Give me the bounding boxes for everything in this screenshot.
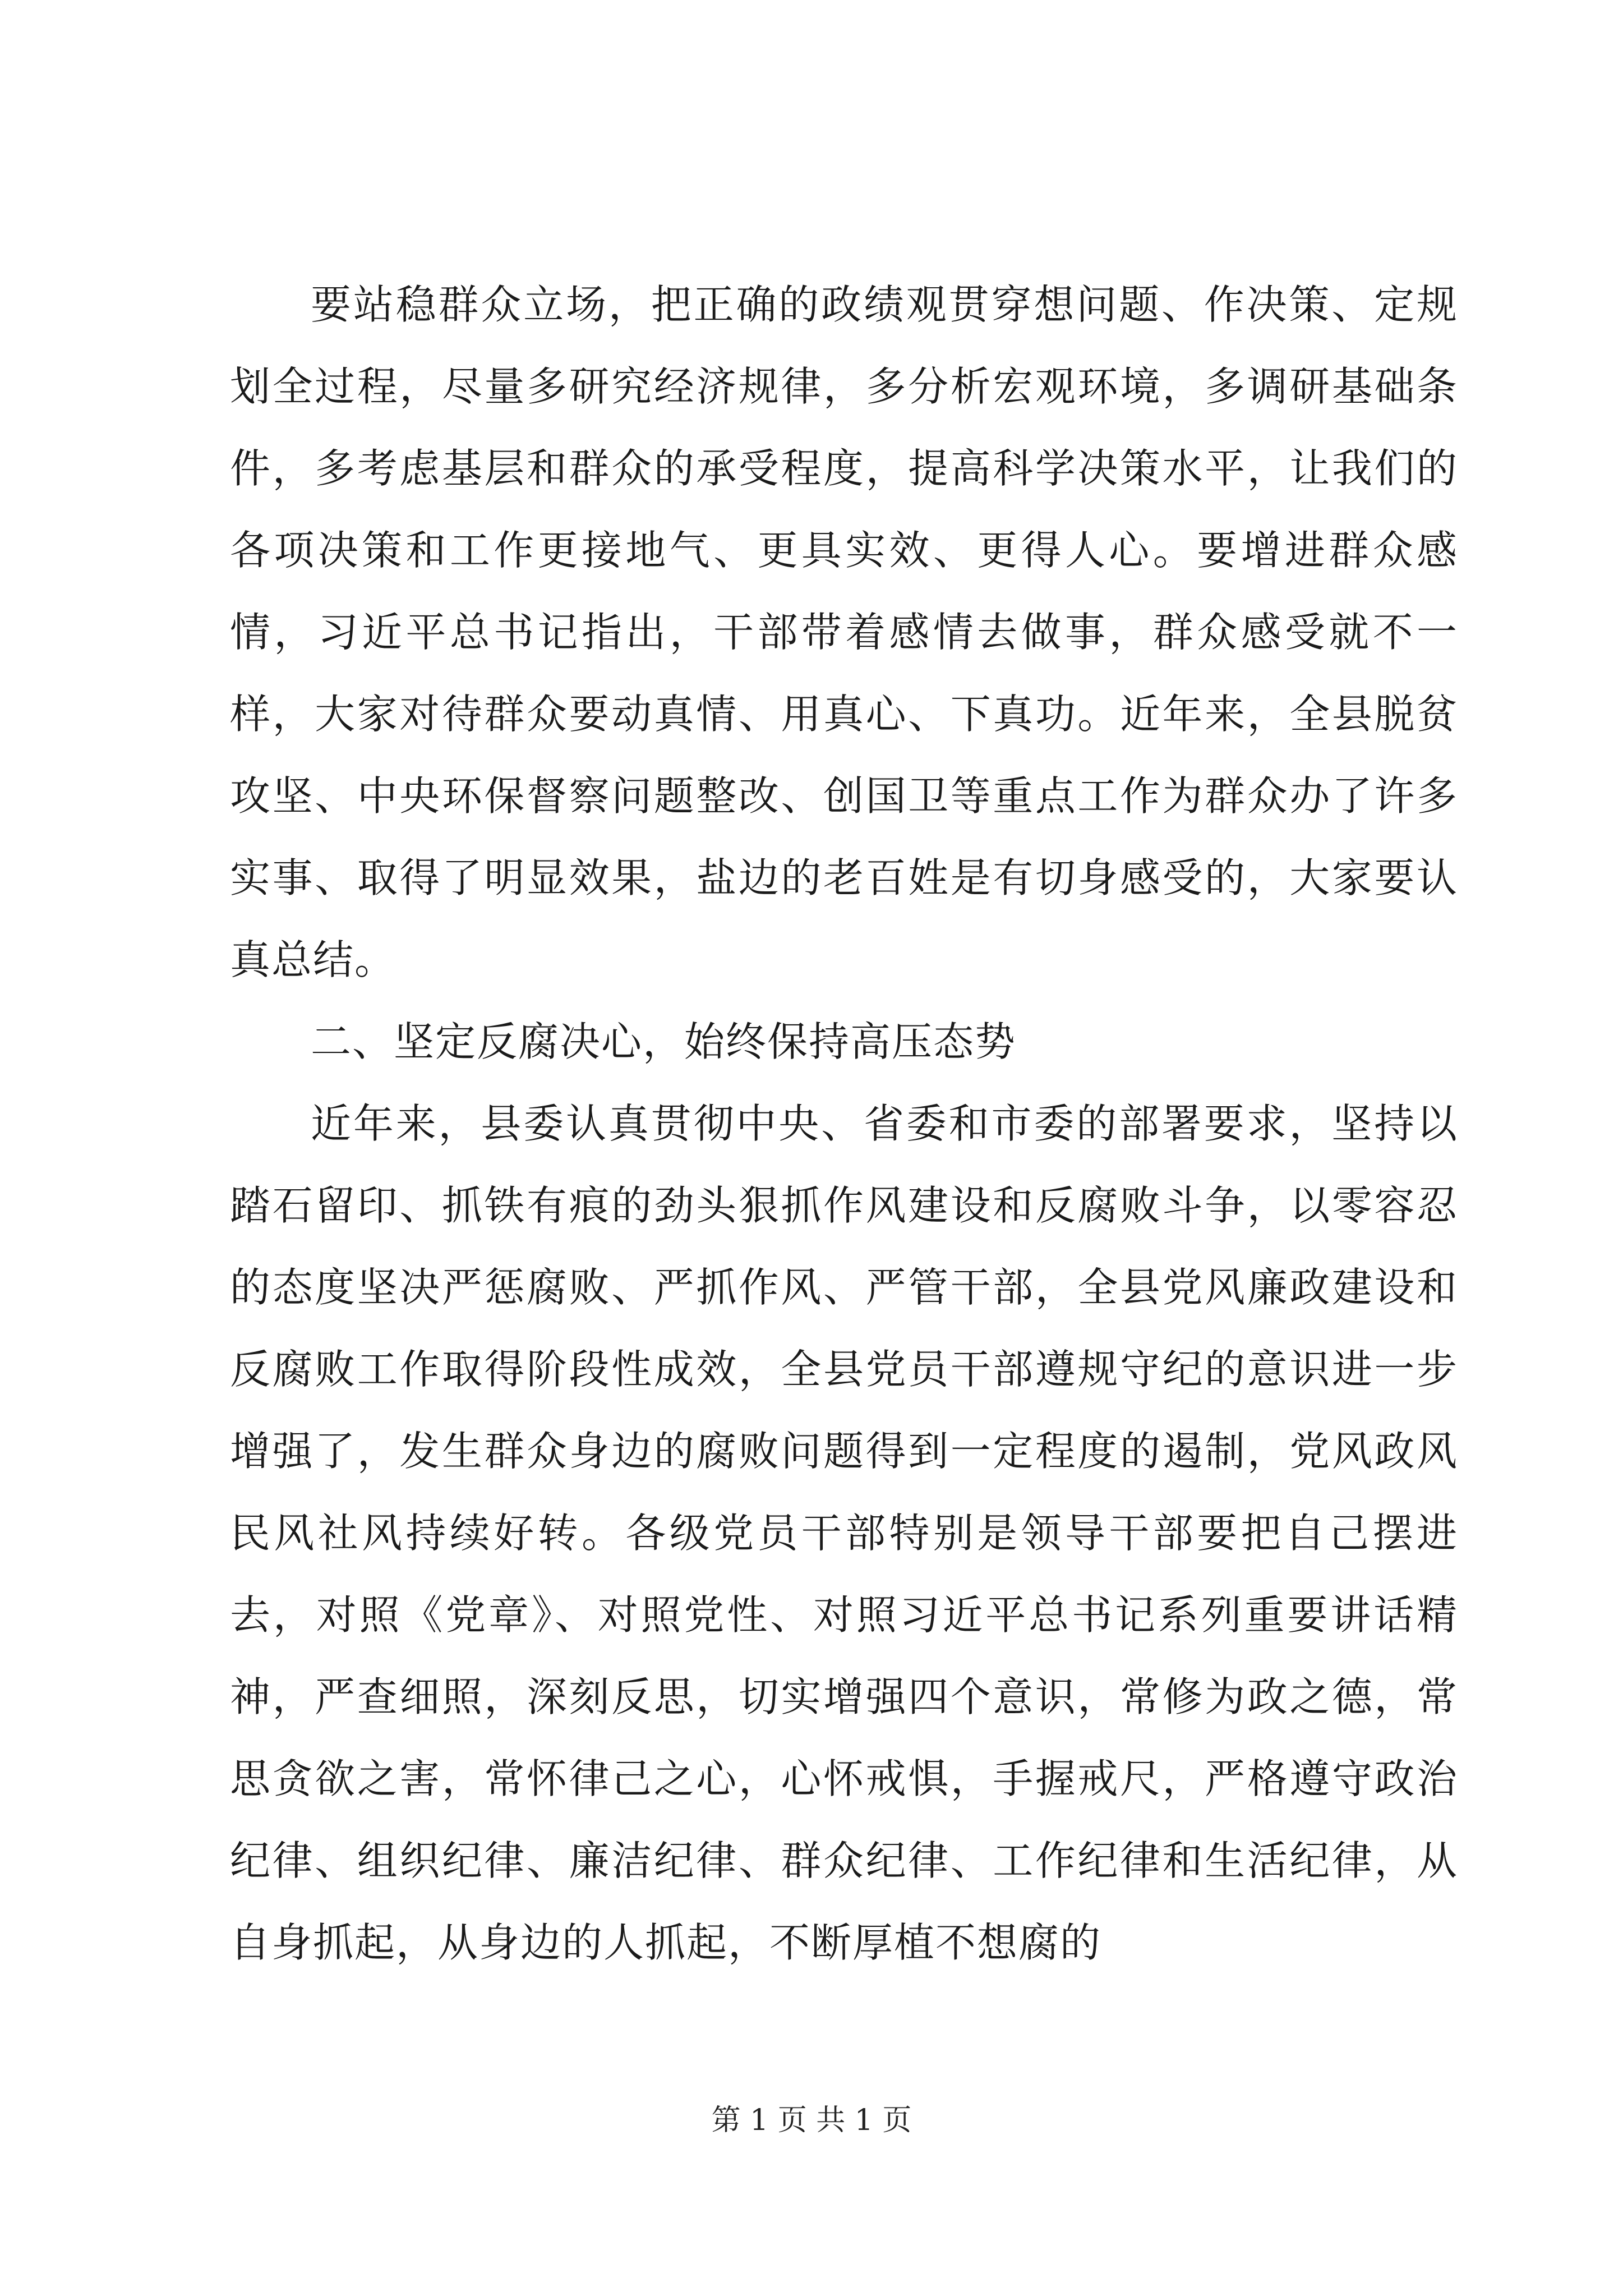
document-body <box>230 264 1458 1984</box>
page-footer: 第 1 页 共 1 页 <box>711 2104 912 2137</box>
body-paragraph-1: 要站稳群众立场，把正确的政绩观贯穿想问题、作决策、定规划全过程，尽量多研究经济规律，多分析宏观环境，多调研基础条件，多考虑基层和群众的承受程度，提高科学决策水平，让我们的各项决策和工作更接地气、更具实效、更得人心。要增进群众感情，习近平总书记指出，干部带着感情去做事，群众感受就不一样，大家对待群众要动真情、用真心、下真功。近年来，全县脱贫攻坚、中央环保督察问题整改、创国卫等重点工作为群众办了许多实事、取得了明显效果，盐边的老百姓是有切身感受的，大家要认真总结。 <box>230 281 1458 983</box>
body-paragraph-2: 近年来，县委认真贯彻中央、省委和市委的部署要求，坚持以踏石留印、抓铁有痕的劲头狠抓作风建设和反腐败斗争，以零容忍的态度坚决严惩腐败、严抓作风、严管干部，全县党风廉政建设和反腐败工作取得阶段性成效，全县党员干部遵规守纪的意识进一步增强了，发生群众身边的腐败问题得到一定程度的遏制，党风政风民风社风持续好转。各级党员干部特别是领导干部要把自己摆进去，对照《党章》、对照党性、对照习近平总书记系列重要讲话精神，严查细照，深刻反思，切实增强四个意识，常修为政之德，常思贪欲之害，常怀律己之心，心怀戒惧，手握戒尺，严格遵守政治纪律、组织纪律、廉洁纪律、群众纪律、工作纪律和生活纪律，从自身抓起，从身边的人抓起，不断厚植不想腐的 <box>230 1100 1458 1966</box>
section-heading: 二、坚定反腐决心，始终保持高压态势 <box>311 1018 1017 1065</box>
